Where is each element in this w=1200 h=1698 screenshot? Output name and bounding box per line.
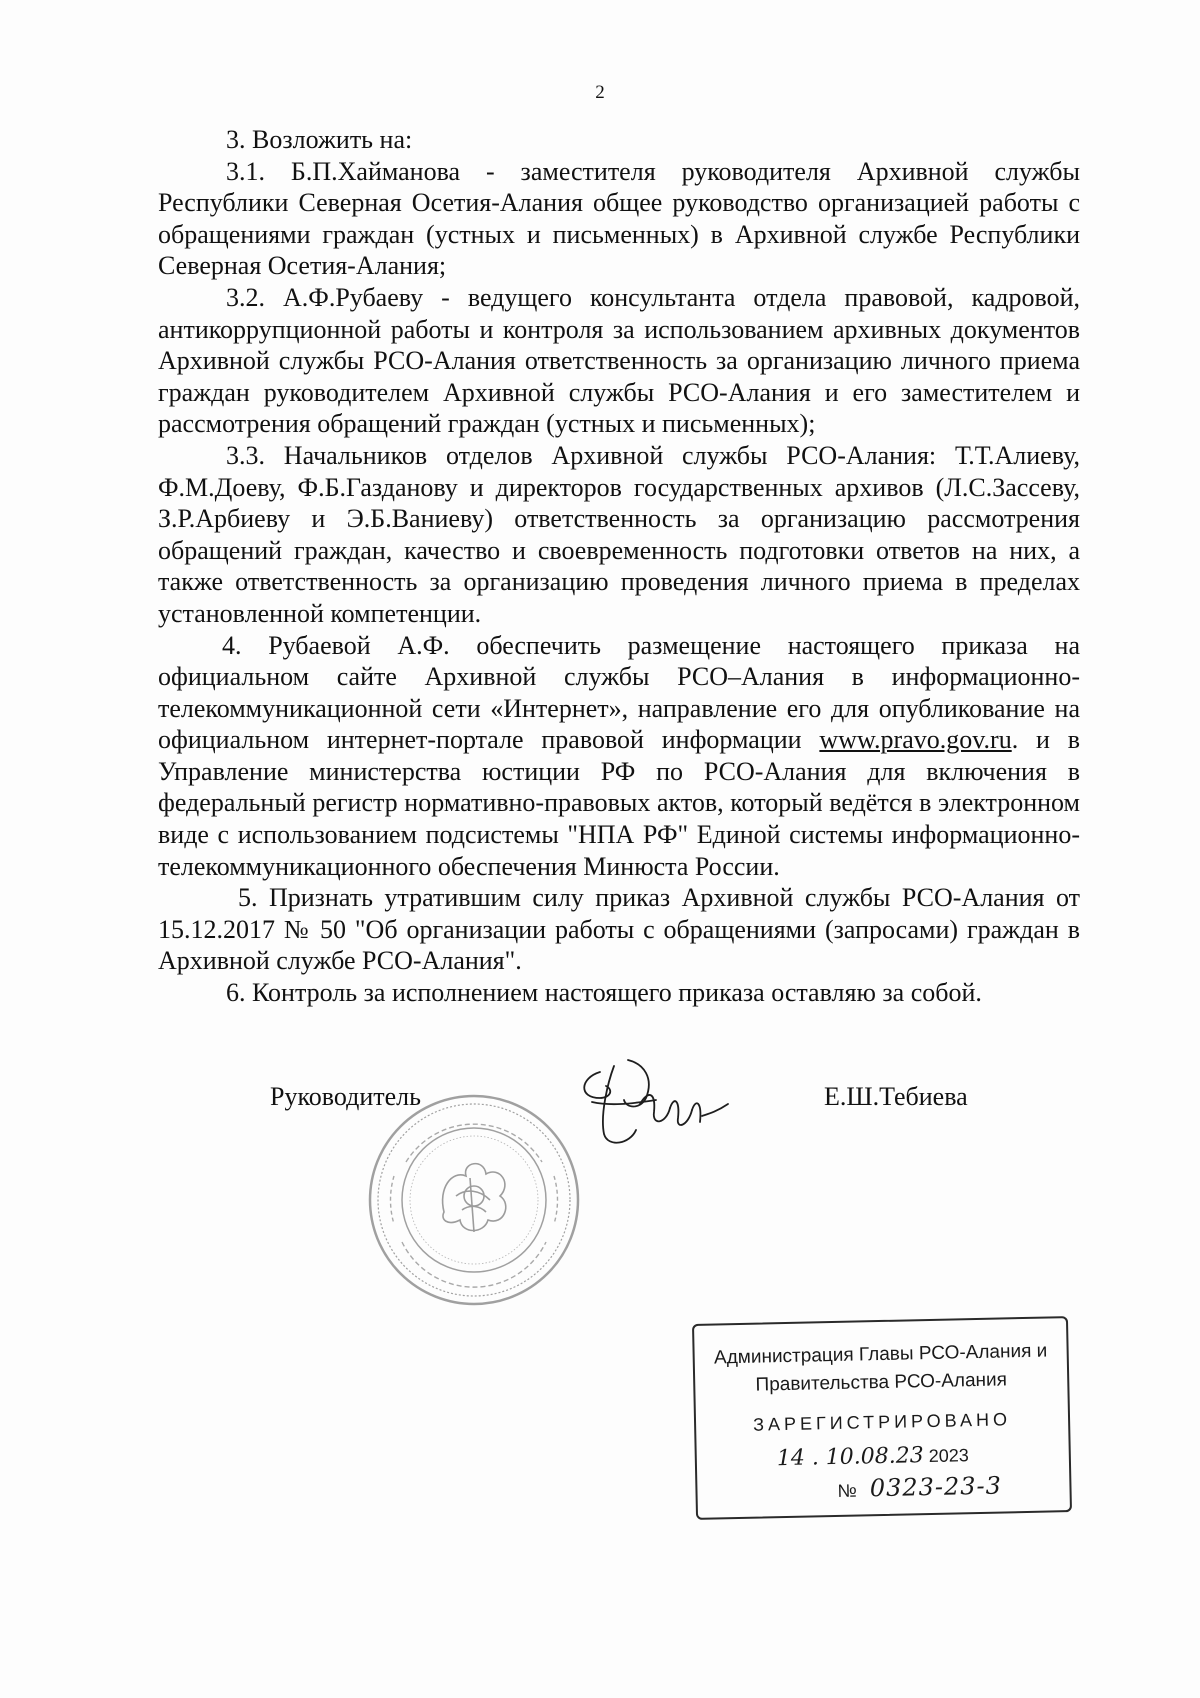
paragraph-3-1: 3.1. Б.П.Хайманова - заместителя руководителя Архивной службы Республики Северная Осетия-Алания общее руководство организацией работы с обращениями граждан (устных и письменных) в Архивной службе Республики Северная Осетия-Алания; — [158, 156, 1080, 281]
registration-stamp — [692, 1316, 1072, 1520]
signatory-name: Е.Ш.Тебиева — [824, 1082, 968, 1111]
paragraph-5: 5. Признать утратившим силу приказ Архивной службы РСО-Алания от 15.12.2017 № 50 "Об организации работы с обращениями (запросами) граждан в Архивной службе РСО-Алания". — [158, 883, 1080, 976]
signatory-title: Руководитель — [270, 1082, 421, 1111]
stamp-number — [837, 1472, 1002, 1503]
paragraph-4-text-start: 4. Рубаевой А.Ф. обеспечить размещение настоящего приказа на официальном сайте Архивной службы РСО–Алания в информационно-телекоммуникационной сети «Интернет», направление его для опубликование на официальном интернет-портале правовой информации — [158, 630, 1080, 755]
stamp-number-prefix: № — [837, 1480, 858, 1501]
paragraph-3-3: 3.3. Начальников отделов Архивной службы РСО-Алания: Т.Т.Алиеву, Ф.М.Доеву, Ф.Б.Газданову и директоров государственных архивов (Л.С.Зассеву, З.Р.Арбиеву и Э.Б.Ваниеву) ответственность за организацию рассмотрения обращений граждан, качество и своевременность подготовки ответов на них, а также ответственность за организацию проведения личного приема в пределах установленной компетенции. — [158, 440, 1080, 628]
stamp-number-handwritten: 0323-23-3 — [869, 1471, 1003, 1503]
signature-block — [0, 1082, 1200, 1142]
stamp-date-year: 2023 — [928, 1445, 970, 1467]
page-number: 2 — [595, 82, 605, 103]
paragraph-6: 6. Контроль за исполнением настоящего приказа оставляю за собой. — [226, 978, 982, 1008]
stamp-registered-label: ЗАРЕГИСТРИРОВАНО — [752, 1409, 1012, 1435]
paragraph-4-text-end: . и в Управление министерства юстиции РФ по РСО-Алания для включения в федеральный регистр нормативно-правовых актов, который ведётся в электронном виде с использованием подсистемы "НПА РФ" Единой системы информационно-телекоммуникационного обеспечения Минюста России. — [158, 725, 1080, 881]
order-body-text — [158, 124, 1080, 1009]
stamp-organization-line1: Администрация Главы РСО-Алания и — [713, 1340, 1048, 1369]
stamp-date-handwritten: 14 . 10.08.23 — [776, 1443, 925, 1472]
stamp-organization-line2: Правительства РСО-Алания — [755, 1369, 1008, 1396]
pravo-gov-link[interactable]: www.pravo.gov.ru — [819, 725, 1012, 755]
paragraph-3-2: 3.2. А.Ф.Рубаеву - ведущего консультанта отдела правовой, кадровой, антикоррупционной работы и контроля за использованием архивных документов Архивной службы РСО-Алания ответственность за организацию личного приема граждан руководителем Архивной службы РСО-Алания и его заместителем и рассмотрения обращений граждан (устных и письменных); — [158, 282, 1080, 439]
paragraph-3: 3. Возложить на: — [226, 125, 413, 154]
paragraph-4 — [158, 630, 1080, 883]
stamp-date — [777, 1442, 969, 1471]
